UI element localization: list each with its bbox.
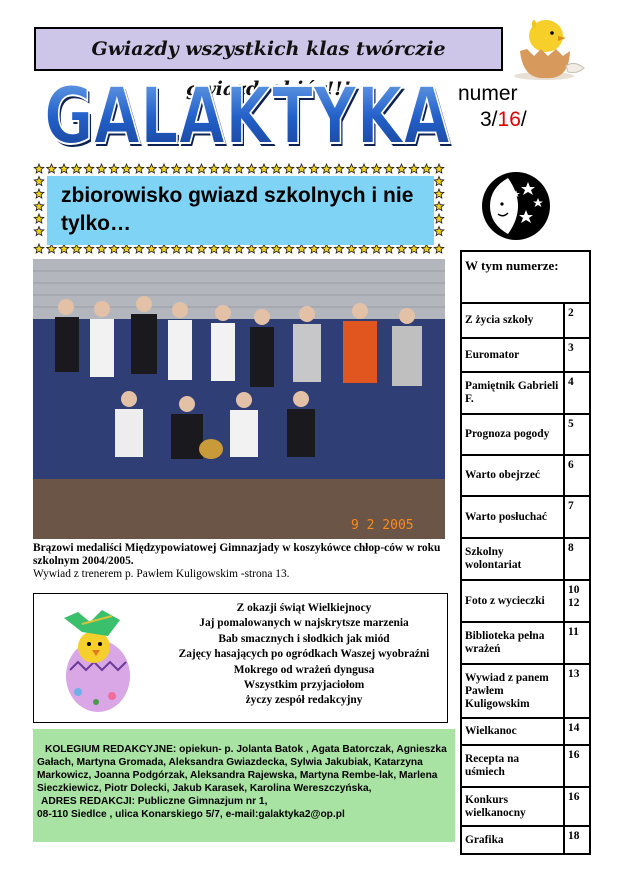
chick-egg-illustration bbox=[508, 6, 588, 82]
issue-number bbox=[480, 108, 527, 132]
star-decoration bbox=[97, 164, 107, 173]
star-decoration bbox=[434, 214, 444, 223]
star-decoration bbox=[359, 164, 369, 173]
table-of-contents bbox=[460, 250, 591, 855]
issue-prefix: 3/ bbox=[480, 108, 498, 131]
star-decoration bbox=[334, 164, 344, 173]
star-decoration bbox=[34, 177, 44, 186]
star-decoration bbox=[284, 244, 294, 253]
toc-page: 4 bbox=[564, 372, 590, 414]
star-decoration bbox=[184, 244, 194, 253]
star-decoration bbox=[409, 244, 419, 253]
star-decoration bbox=[34, 189, 44, 198]
toc-page: 13 bbox=[564, 664, 590, 718]
star-decoration bbox=[297, 244, 307, 253]
editorial-members: opiekun- p. Jolanta Batok , Agata Batorczak, Agnieszka Gałach, Martyna Gromada, Aleksandra Gwiazdecka, Sylwia Jakubiak, Katarzyna Markowicz, Joanna Podgórzak, Aleksandra Rajewska, Martyna Rembe-lak, Marlena Sieczkiewicz, Piotr Dolecki, Jakub Karasek, Karolina Wereszczyńska, bbox=[37, 744, 447, 794]
star-decoration bbox=[34, 164, 44, 173]
editorial-board-box bbox=[33, 729, 455, 842]
star-decoration bbox=[347, 244, 357, 253]
star-decoration bbox=[359, 244, 369, 253]
caption-interview-ref: Wywiad z trenerem p. Pawłem Kuligowskim -strona 13. bbox=[33, 568, 290, 580]
star-decoration bbox=[84, 164, 94, 173]
wish-line: życzy zespół redakcyjny bbox=[245, 694, 363, 707]
toc-title[interactable]: Konkurs wielkanocny bbox=[461, 787, 564, 826]
star-decoration bbox=[247, 164, 257, 173]
toc-title[interactable]: Pamiętnik Gabrieli F. bbox=[461, 372, 564, 414]
star-decoration bbox=[59, 244, 69, 253]
toc-title[interactable]: Prognoza pogody bbox=[461, 414, 564, 455]
toc-title[interactable]: Biblioteka pełna wrażeń bbox=[461, 622, 564, 664]
toc-page: 6 bbox=[564, 455, 590, 496]
masthead-title: GALAKTYKA bbox=[44, 78, 450, 158]
star-decoration bbox=[147, 164, 157, 173]
star-decoration bbox=[309, 164, 319, 173]
star-decoration bbox=[47, 164, 57, 173]
star-decoration bbox=[109, 164, 119, 173]
star-decoration bbox=[134, 164, 144, 173]
editorial-label: KOLEGIUM REDAKCYJNE: bbox=[45, 744, 177, 755]
toc-title[interactable]: Wielkanoc bbox=[461, 718, 564, 745]
photo-date-stamp: 9 2 2005 bbox=[351, 518, 414, 533]
toc-page: 2 bbox=[564, 303, 590, 338]
toc-title[interactable]: Foto z wycieczki bbox=[461, 580, 564, 622]
team-photo bbox=[33, 259, 445, 539]
easter-chick-icon bbox=[42, 602, 157, 714]
star-decoration bbox=[34, 202, 44, 211]
toc-page: 7 bbox=[564, 496, 590, 538]
star-decoration bbox=[234, 164, 244, 173]
star-decoration bbox=[434, 227, 444, 236]
toc-page: 14 bbox=[564, 718, 590, 745]
toc-page: 11 bbox=[564, 622, 590, 664]
photo-caption bbox=[33, 542, 448, 581]
star-decoration bbox=[184, 164, 194, 173]
toc-page: 16 bbox=[564, 745, 590, 787]
headline-text: zbiorowisko gwiazd szkolnych i nie tylko… bbox=[61, 184, 414, 235]
star-decoration bbox=[197, 244, 207, 253]
star-decoration bbox=[259, 164, 269, 173]
toc-page: 18 bbox=[564, 826, 590, 854]
star-decoration bbox=[247, 244, 257, 253]
masthead-shadow: GALAKTYKA bbox=[46, 78, 452, 158]
star-decoration bbox=[72, 244, 82, 253]
star-decoration bbox=[122, 244, 132, 253]
star-decoration bbox=[434, 189, 444, 198]
wish-line: Jaj pomalowanych w najskrytsze marzenia bbox=[199, 617, 409, 630]
star-decoration bbox=[84, 244, 94, 253]
star-decoration bbox=[97, 244, 107, 253]
star-decoration bbox=[284, 164, 294, 173]
masthead-logo bbox=[42, 78, 462, 158]
moon-stars-logo bbox=[476, 166, 556, 246]
star-decoration bbox=[147, 244, 157, 253]
toc-page: 5 bbox=[564, 414, 590, 455]
star-decoration bbox=[372, 164, 382, 173]
star-decoration bbox=[159, 164, 169, 173]
wish-line: Mokrego od wrażeń dyngusa bbox=[233, 663, 375, 676]
star-decoration bbox=[272, 164, 282, 173]
star-decoration bbox=[397, 244, 407, 253]
star-decoration bbox=[172, 164, 182, 173]
star-decoration bbox=[197, 164, 207, 173]
star-decoration bbox=[434, 177, 444, 186]
toc-page: 10 12 bbox=[564, 580, 590, 622]
star-decoration bbox=[47, 244, 57, 253]
toc-title[interactable]: Z życia szkoły bbox=[461, 303, 564, 338]
star-decoration bbox=[397, 164, 407, 173]
star-decoration bbox=[122, 164, 132, 173]
wish-line: Z okazji świąt Wielkiejnocy bbox=[236, 602, 372, 614]
star-decoration bbox=[334, 244, 344, 253]
star-decoration bbox=[34, 244, 44, 253]
caption-main: Brązowi medaliści Międzypowiatowej Gimnazjady w koszykówce chłop-ców w roku szkolnym 2004/2005. bbox=[33, 542, 441, 567]
star-decoration bbox=[422, 244, 432, 253]
star-decoration bbox=[434, 164, 444, 173]
star-decoration bbox=[109, 244, 119, 253]
star-decoration bbox=[384, 164, 394, 173]
issue-highlight: 16 bbox=[497, 108, 521, 131]
toc-page: 16 bbox=[564, 787, 590, 826]
star-decoration bbox=[259, 244, 269, 253]
wish-line: Zajęcy hasających po ogródkach Waszej wyobraźni bbox=[178, 648, 430, 661]
toc-title[interactable]: Wywiad z panem Pawłem Kuligowskim bbox=[461, 664, 564, 718]
wish-line: Bab smacznych i słodkich jak miód bbox=[218, 632, 390, 645]
toc-title[interactable]: Warto obejrzeć bbox=[461, 455, 564, 496]
star-decoration bbox=[222, 244, 232, 253]
star-decoration bbox=[322, 244, 332, 253]
toc-title[interactable]: Grafika bbox=[461, 826, 564, 854]
toc-title[interactable]: Warto posłuchać bbox=[461, 496, 564, 538]
star-decoration bbox=[409, 164, 419, 173]
star-decoration bbox=[347, 164, 357, 173]
star-decoration bbox=[34, 214, 44, 223]
slogan-text: Gwiazdy wszystkich klas twórczie gwiazdozbiór!!! bbox=[91, 38, 446, 100]
star-decoration bbox=[322, 164, 332, 173]
star-decoration bbox=[434, 244, 444, 253]
star-decoration bbox=[309, 244, 319, 253]
toc-page: 3 bbox=[564, 338, 590, 372]
star-decoration bbox=[234, 244, 244, 253]
easter-wishes bbox=[164, 601, 444, 709]
headline-box bbox=[47, 176, 434, 245]
star-decoration bbox=[72, 164, 82, 173]
editorial-text bbox=[37, 743, 451, 821]
star-decoration bbox=[172, 244, 182, 253]
star-decoration bbox=[209, 164, 219, 173]
editorial-contact: 08-110 Siedlce , ulica Konarskiego 5/7, e-mail:galaktyka2@op.pl bbox=[37, 809, 345, 820]
toc-title[interactable]: Szkolny wolontariat bbox=[461, 538, 564, 580]
easter-greetings-box bbox=[33, 593, 448, 723]
star-decoration bbox=[134, 244, 144, 253]
issue-suffix: / bbox=[520, 108, 527, 131]
star-decoration bbox=[384, 244, 394, 253]
toc-header: W tym numerze: bbox=[461, 251, 590, 303]
star-decoration bbox=[59, 164, 69, 173]
star-decoration bbox=[159, 244, 169, 253]
star-decoration bbox=[34, 227, 44, 236]
wish-line: Wszystkim przyjaciołom bbox=[243, 679, 365, 692]
star-decoration bbox=[422, 164, 432, 173]
star-decoration bbox=[272, 244, 282, 253]
toc-title[interactable]: Euromator bbox=[461, 338, 564, 372]
issue-label: numer bbox=[458, 82, 518, 105]
star-decoration bbox=[222, 164, 232, 173]
star-decoration bbox=[372, 244, 382, 253]
editorial-address: ADRES REDAKCJI: Publiczne Gimnazjum nr 1, bbox=[41, 796, 268, 807]
star-decoration bbox=[297, 164, 307, 173]
star-decoration bbox=[209, 244, 219, 253]
toc-page: 8 bbox=[564, 538, 590, 580]
toc-title[interactable]: Recepta na uśmiech bbox=[461, 745, 564, 787]
star-decoration bbox=[434, 202, 444, 211]
